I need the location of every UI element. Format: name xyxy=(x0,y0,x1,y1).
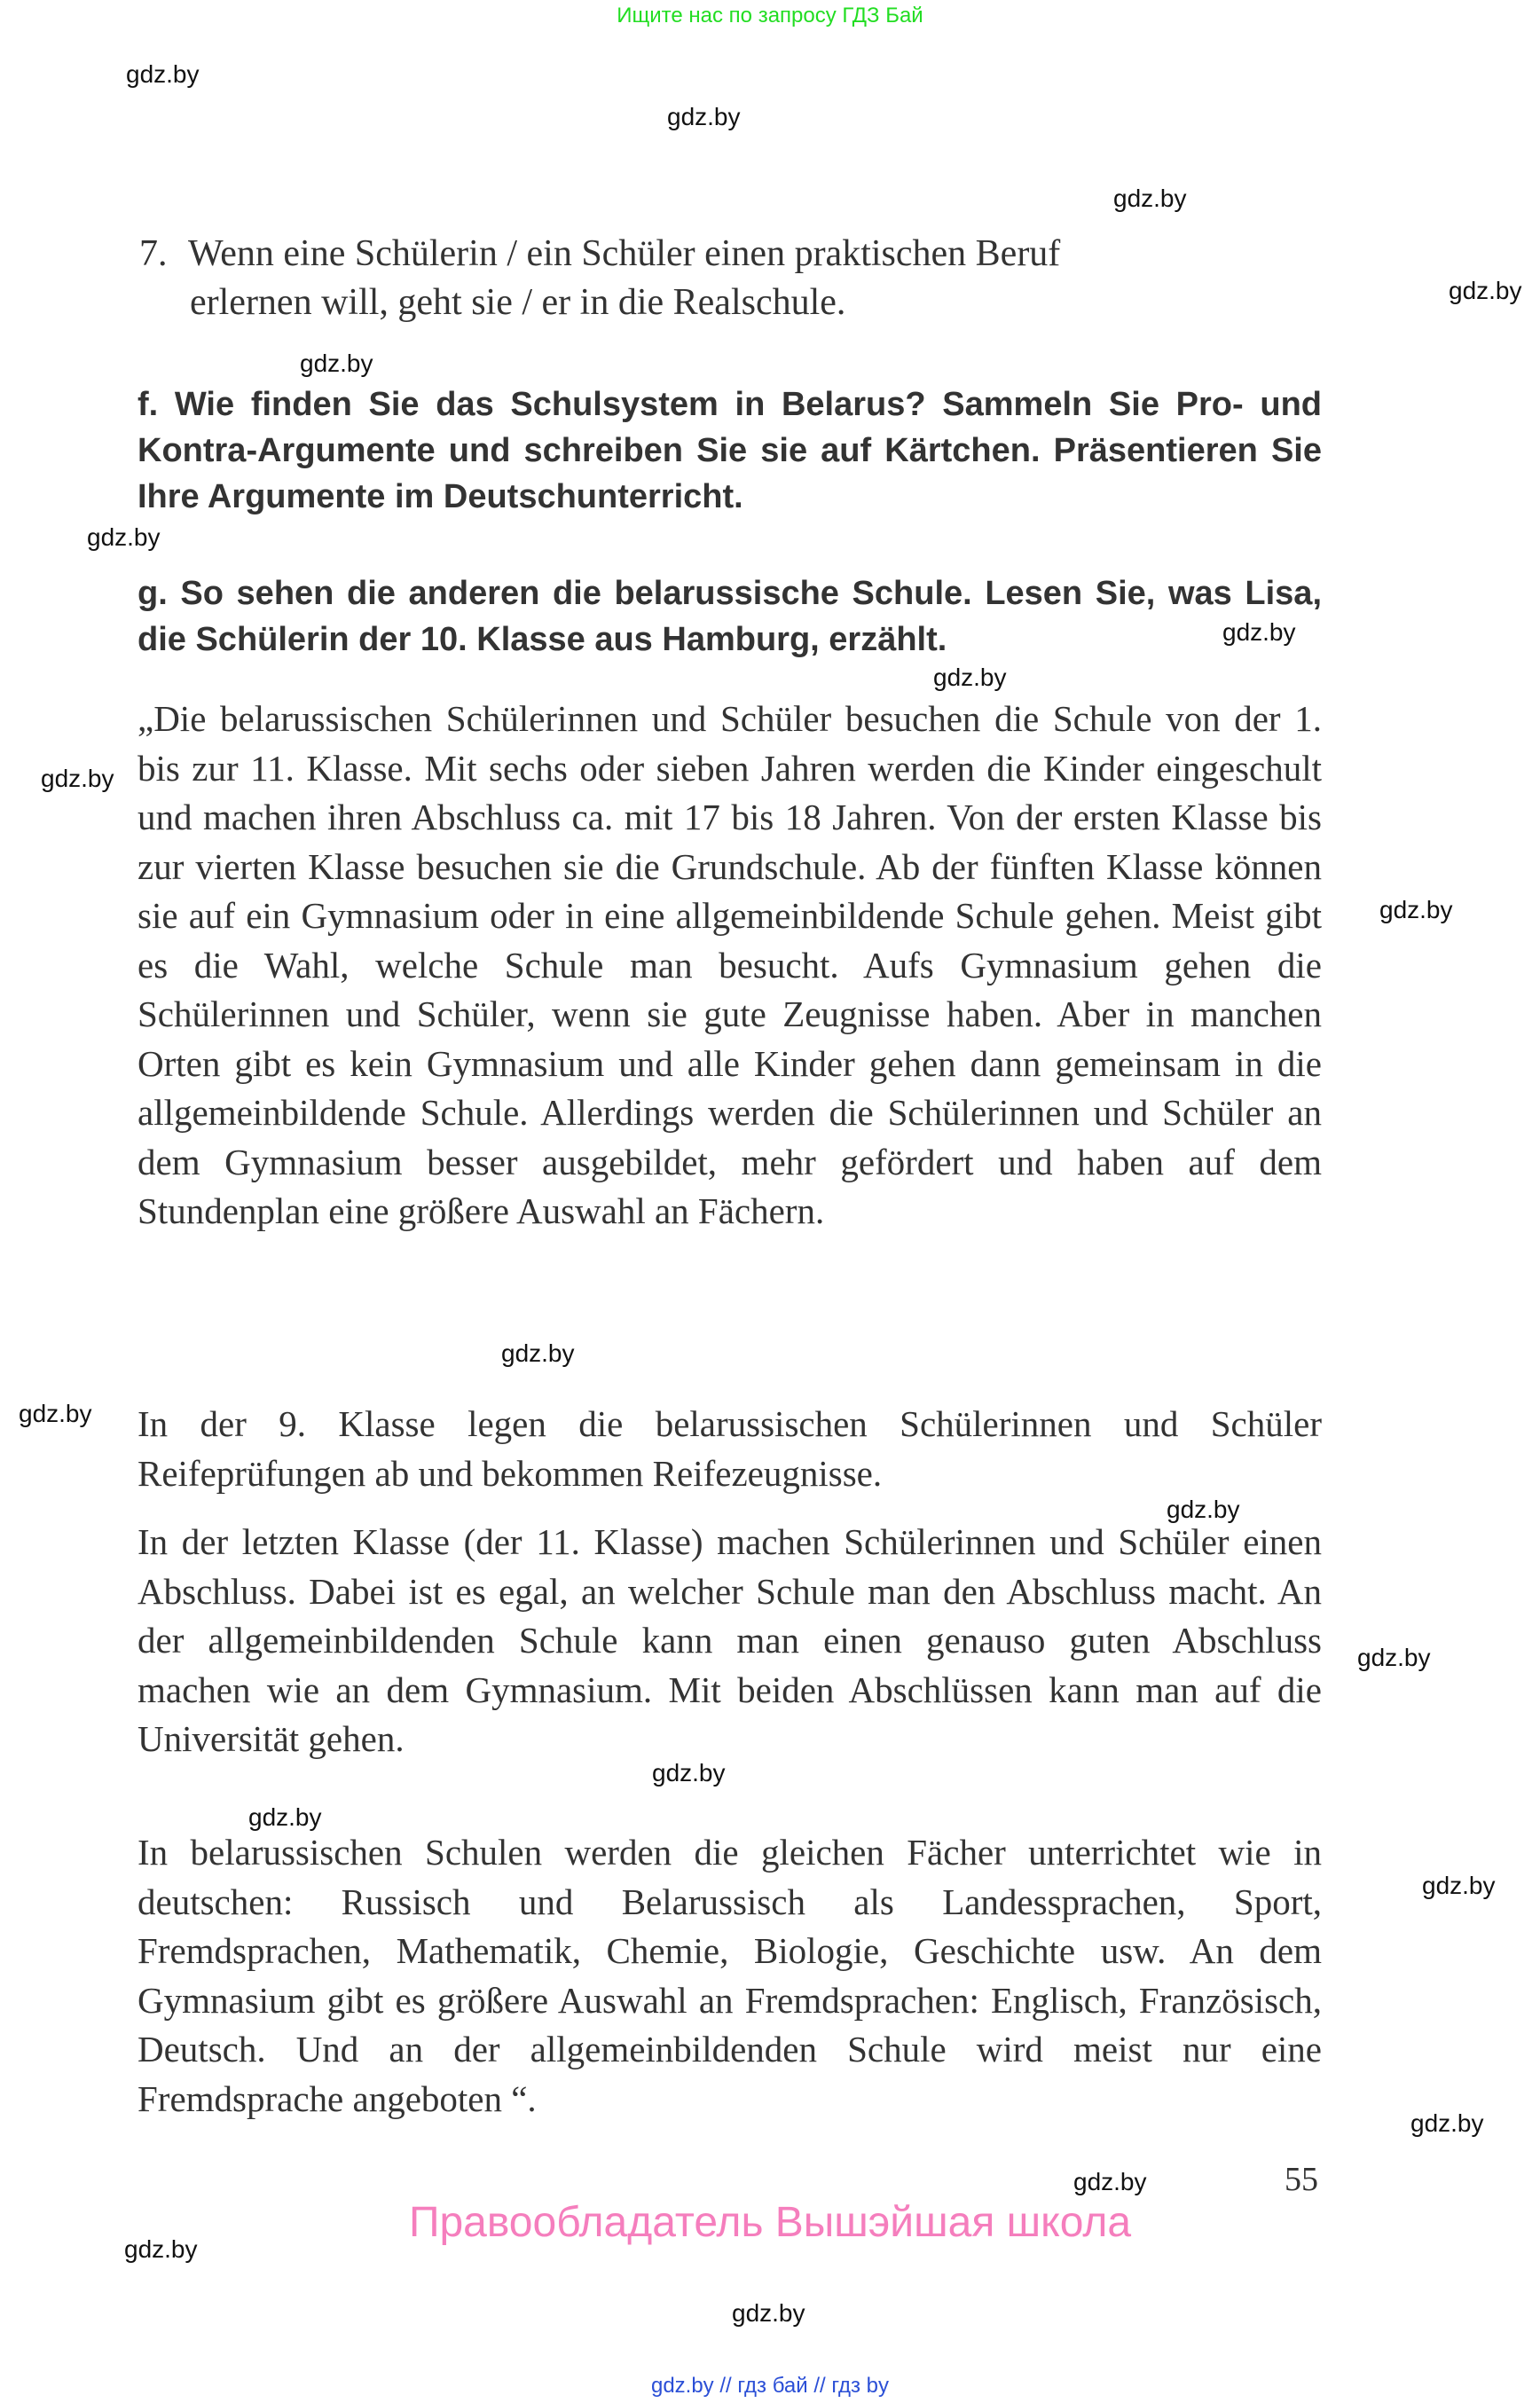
watermark: gdz.by xyxy=(1379,896,1453,923)
paragraph: „Die belarussischen Schülerinnen und Schüler besuchen die Schule von der 1. bis zur 11. Klasse. Mit sechs oder sieben Jahren werden die Kinder eingeschult und machen ihren Abschluss ca. mit 17 bis 18 Jahren. Von der ersten Klasse bis zur vierten Klasse besuchen sie die Grundschule. Ab der fünften Klasse können sie auf ein Gymnasium oder in eine allgemeinbildende Schule gehen. Meist gibt es die Wahl, welche Schule man besucht. Aufs Gymnasium gehen die Schülerinnen und Schüler, wenn sie gute Zeugnisse haben. Aber in manchen Orten gibt es kein Gymnasium und alle Kinder gehen dann gemeinsam in die allgemeinbildende Schule. Allerdings werden die Schülerinnen und Schüler an dem Gymnasium besser ausgebildet, mehr gefördert und haben auf dem Stundenplan eine größere Auswahl an Fächern. xyxy=(138,698,1322,1231)
list-number: 7. xyxy=(139,233,168,274)
watermark: gdz.by xyxy=(933,664,1007,691)
footer-links[interactable]: gdz.by // гдз бай // гдз by xyxy=(650,2374,890,2398)
watermark: gdz.by xyxy=(1357,1644,1431,1671)
watermark: gdz.by xyxy=(652,1759,726,1787)
list-item-line: Wenn eine Schülerin / ein Schüler einen praktischen Beruf xyxy=(188,233,1061,274)
watermark: gdz.by xyxy=(1113,185,1187,212)
watermark: gdz.by xyxy=(1449,277,1522,304)
watermark: gdz.by xyxy=(501,1339,575,1367)
watermark: gdz.by xyxy=(1222,618,1296,646)
watermark: gdz.by xyxy=(1422,1872,1496,1899)
task-g: g. So sehen die anderen die belarussische Schule. Lesen Sie, was Lisa, die Schülerin der 10. Klasse aus Hamburg, erzählt. xyxy=(138,575,1322,658)
list-item-line: erlernen will, geht sie / er in die Realschule. xyxy=(190,282,846,323)
watermark: gdz.by xyxy=(41,765,114,792)
search-banner: Ищите нас по запросу ГДЗ Бай xyxy=(617,4,923,27)
watermark: gdz.by xyxy=(87,523,161,551)
watermark: gdz.by xyxy=(1167,1496,1240,1523)
watermark: gdz.by xyxy=(300,349,373,377)
watermark: gdz.by xyxy=(732,2299,805,2327)
paragraph: In der letzten Klasse (der 11. Klasse) machen Schülerinnen und Schüler einen Abschluss. Dabei ist es egal, an welcher Schule man den Abschluss macht. An der allgemeinbildenden Schule kann man einen genauso guten Abschluss machen wie an dem Gymnasium. Mit beiden Abschlüssen kann man auf die Universität gehen. xyxy=(138,1521,1322,1759)
paragraph: In der 9. Klasse legen die belarussischen Schülerinnen und Schüler Reifeprüfungen ab und bekommen Reifezeugnisse. xyxy=(138,1403,1322,1494)
copyright-notice: Правообладатель Вышэйшая школа xyxy=(408,2199,1132,2246)
watermark: gdz.by xyxy=(248,1803,322,1831)
list-item-7 xyxy=(139,230,1324,327)
watermark: gdz.by xyxy=(1073,2168,1147,2195)
watermark: gdz.by xyxy=(1410,2109,1484,2137)
paragraph: In belarussischen Schulen werden die gleichen Fächer unterrichtet wie in deutschen: Russisch und Belarussisch als Landessprachen, Sport, Fremdsprachen, Mathematik, Chemie, Biologie, Geschichte usw. An dem Gymnasium gibt es größere Auswahl an Fremdsprachen: Englisch, Französisch, Deutsch. Und an der allgemeinbildenden Schule wird meist nur eine Fremdsprache angeboten “. xyxy=(138,1832,1322,2119)
task-f: f. Wie finden Sie das Schulsystem in Belarus? Sammeln Sie Pro- und Kontra-Argumente und schreiben Sie sie auf Kärtchen. Präsentieren Sie Ihre Argumente im Deutschunterricht. xyxy=(138,386,1322,515)
watermark: gdz.by xyxy=(667,103,741,130)
page-number: 55 xyxy=(1285,2161,1318,2198)
watermark: gdz.by xyxy=(124,2235,198,2263)
watermark: gdz.by xyxy=(19,1400,92,1427)
watermark: gdz.by xyxy=(126,60,200,88)
